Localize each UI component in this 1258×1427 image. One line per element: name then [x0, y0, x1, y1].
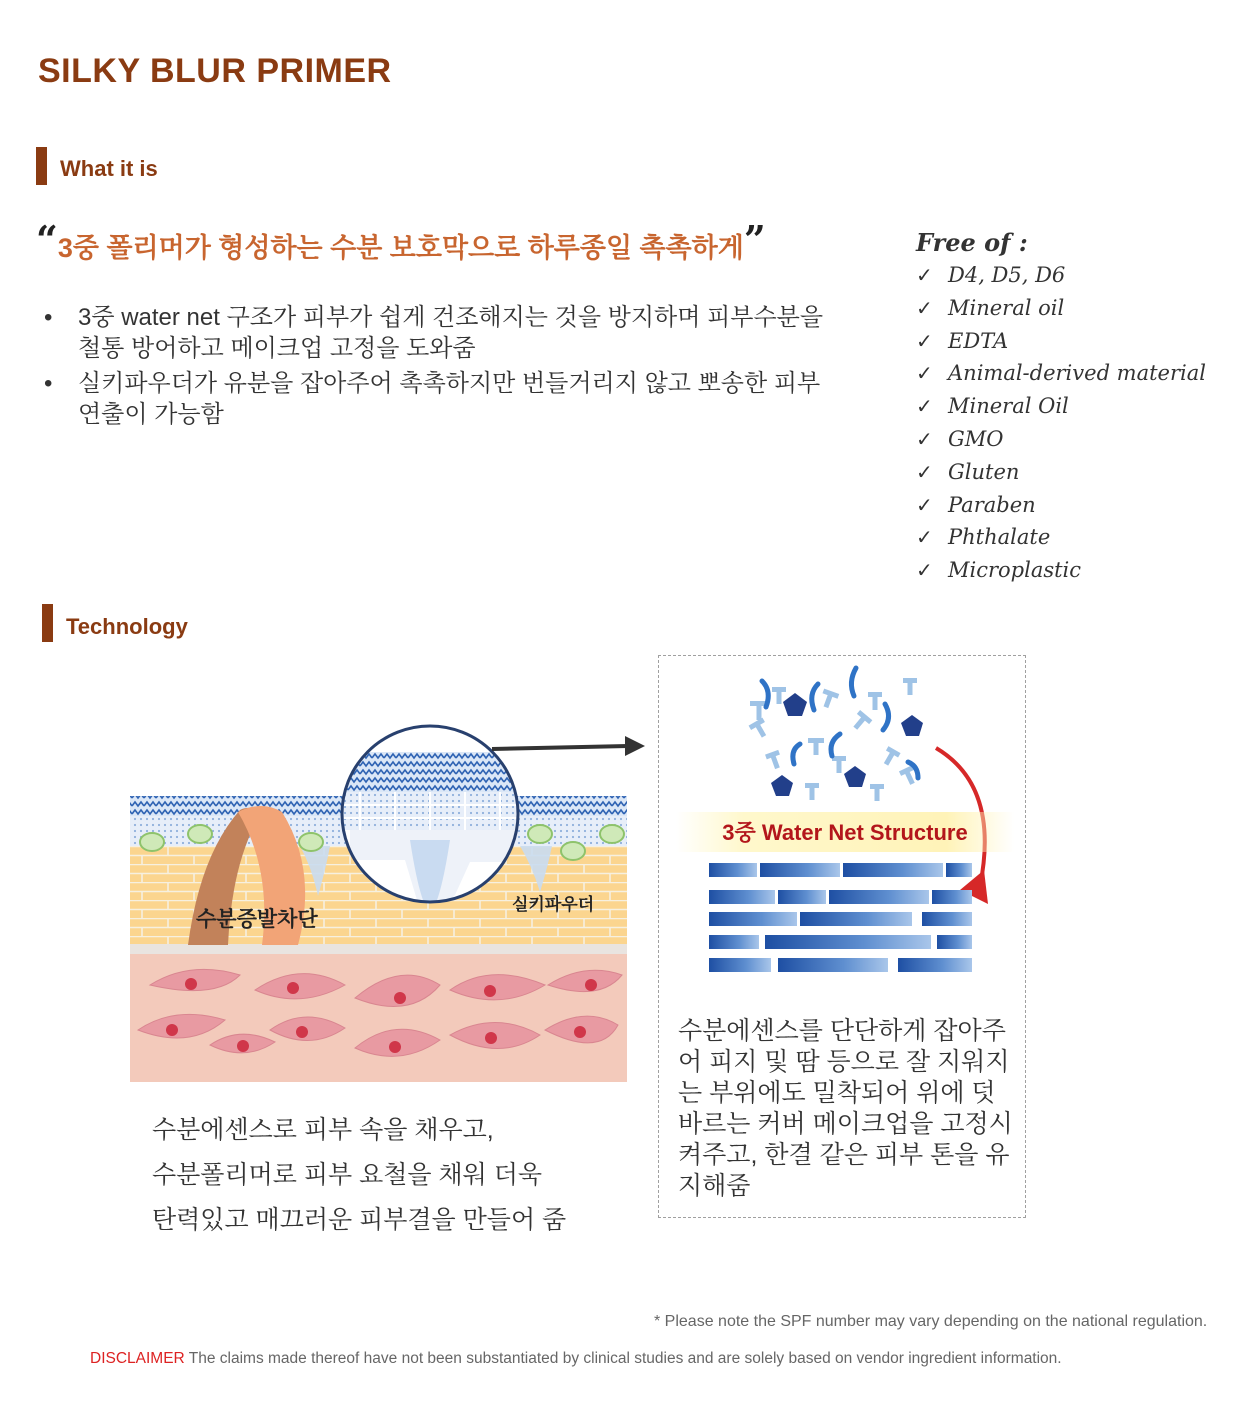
close-quote: ”	[743, 217, 766, 262]
headline	[36, 217, 766, 265]
free-of-heading: Free of :	[916, 228, 1028, 257]
free-of-item: ✓ Mineral Oil	[916, 390, 1206, 423]
free-of-item: ✓ GMO	[916, 423, 1206, 456]
arrow-right-icon	[625, 736, 645, 756]
check-icon: ✓	[916, 263, 933, 287]
check-icon: ✓	[916, 492, 933, 517]
water-net-caption: 수분에센스를 단단하게 잡아주어 피지 및 땀 등으로 잘 지워지는 부위에도 밀착되어 위에 덧바르는 커버 메이크업을 고정시켜주고, 한결 같은 피부 톤을 유지해줌	[678, 1017, 1013, 1200]
skin-cross-section-illustration	[0, 640, 660, 1100]
section-what-it-is: What it is	[60, 156, 158, 181]
free-of-list	[916, 228, 1206, 587]
caption-line: 탄력있고 매끄러운 피부결을 만들어 줌	[152, 1206, 567, 1234]
caption-line: 수분에센스로 피부 속을 채우고,	[152, 1116, 494, 1144]
free-of-item: ✓ Mineral oil	[916, 292, 1206, 325]
spf-note: * Please note the SPF number may vary depending on the national regulation.	[654, 1313, 1208, 1330]
free-of-item: ✓ Gluten	[916, 456, 1206, 489]
free-of-item: ✓ Paraben	[916, 489, 1206, 522]
bullet-item: • 3중 water net 구조가 피부가 쉽게 건조해지는 것을 방지하며 피부수분을 철통 방어하고 메이크업 고정을 도와줌	[44, 302, 844, 364]
bullet-item: • 실키파우더가 유분을 잡아주어 촉촉하지만 번들거리지 않고 뽀송한 피부 연출이 가능함	[44, 368, 844, 430]
free-of-item: ✓ Microplastic	[916, 554, 1206, 587]
check-icon: ✓	[916, 328, 933, 353]
check-icon: ✓	[916, 525, 933, 550]
disclaimer	[90, 1350, 1062, 1368]
feature-bullets	[44, 302, 844, 434]
technology-caption	[152, 1108, 566, 1243]
free-of-item: ✓ D4, D5, D6	[916, 259, 1206, 292]
water-net-label: 3중 Water Net Structure	[676, 812, 1014, 852]
check-icon: ✓	[916, 394, 933, 419]
disclaimer-label: DISCLAIMER	[90, 1350, 185, 1367]
check-icon: ✓	[916, 295, 933, 320]
section-marker	[42, 604, 53, 642]
label-powder: 실키파우더	[512, 895, 595, 914]
section-technology: Technology	[66, 614, 188, 639]
check-icon: ✓	[916, 459, 933, 484]
disclaimer-text: The claims made thereof have not been substantiated by clinical studies and are solely based on vendor ingredient information.	[184, 1350, 1062, 1367]
free-of-item: ✓ Animal-derived material	[916, 357, 1206, 390]
check-icon: ✓	[916, 558, 933, 583]
caption-line: 수분폴리머로 피부 요철을 채워 더욱	[152, 1161, 543, 1189]
free-of-item: ✓ Phthalate	[916, 521, 1206, 554]
check-icon: ✓	[916, 361, 933, 386]
page-title: SILKY BLUR PRIMER	[38, 52, 392, 90]
label-barrier: 수분증발차단	[196, 908, 318, 931]
open-quote: “	[36, 217, 58, 262]
headline-text: 3중 폴리머가 형성하는 수분 보호막으로 하루종일 촉촉하게	[57, 233, 744, 263]
free-of-item: ✓ EDTA	[916, 325, 1206, 358]
check-icon: ✓	[916, 426, 933, 451]
section-marker	[36, 147, 47, 185]
